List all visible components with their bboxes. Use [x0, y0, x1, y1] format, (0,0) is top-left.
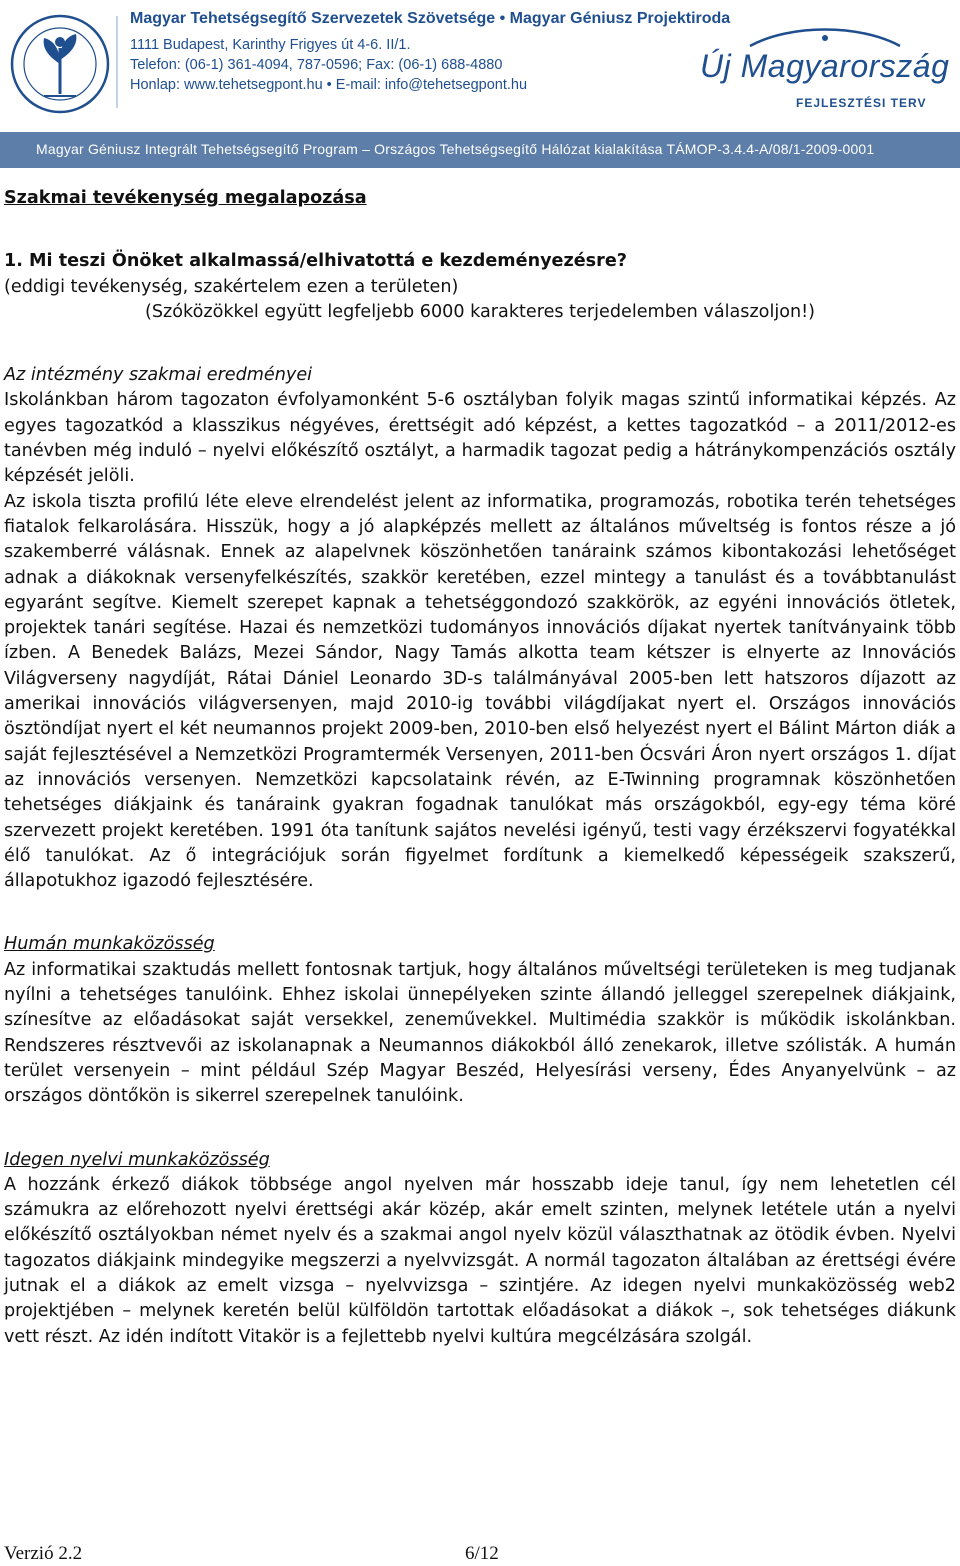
question-title: 1. Mi teszi Önöket alkalmassá/elhivatottá e kezdeményezésre?	[4, 251, 627, 272]
question-limit: (Szóközökkel együtt legfeljebb 6000 karakteres terjedelemben válaszoljon!)	[145, 301, 816, 322]
document-body	[4, 186, 956, 1350]
seal-logo-icon	[8, 4, 112, 130]
org-name: Magyar Tehetségsegítő Szervezetek Szövetsége • Magyar Géniusz Projektiroda	[130, 10, 731, 27]
fejlesztesi-terv-label: FEJLESZTÉSI TERV	[796, 96, 927, 110]
page-number: 6/12	[465, 1543, 499, 1564]
version-label: Verzió 2.2	[4, 1543, 83, 1564]
program-title: Magyar Géniusz Integrált Tehetségsegítő Program – Országos Tehetségsegítő Hálózat kialakítása TÁMOP-3.4.4-A/08/1-2009-0001	[36, 141, 875, 157]
letterhead	[0, 0, 960, 160]
heading-szakmai-eredmenyek: Az intézmény szakmai eredményei	[4, 365, 313, 386]
paragraph: Az informatikai szaktudás mellett fontosnak tartjuk, hogy általános műveltségi területeken is meg tudjanak nyílni a tehetséges tanulóink. Ehhez iskolai ünnepélyeken szinte állandó jelleggel szerepelnek diákjaink, színesítve az előadásokat saját versekkel, zeneművekkel. Multimédia szakkör is működik iskolánkban. Rendszeres résztvevői az iskolanapnak a Neumannos diákokból álló zenekarok, illetve szólisták. A humán terület versenyein – mint például Szép Magyar Beszéd, Helyesírási verseny, Édes Anyanyelvünk – az országos döntőkön is sikerrel szerepelnek tanulóink.	[4, 959, 956, 1107]
website: Honlap: www.tehetsegpont.hu • E-mail: info@tehetsegpont.hu	[130, 77, 528, 93]
phone: Telefon: (06-1) 361-4094, 787-0596; Fax: (06-1) 688-4880	[130, 57, 503, 73]
uj-magyarorszag-title: Új Magyarország	[700, 48, 950, 84]
heading-human-munkakozosseg: Humán munkaközösség	[4, 934, 215, 955]
heading-idegen-nyelvi-munkakozosseg: Idegen nyelvi munkaközösség	[4, 1149, 270, 1170]
paragraph: Az iskola tiszta profilú léte eleve elrendelést jelent az informatika, programozás, robotika terén tehetséges fiatalok felkarolására. Hisszük, hogy a jó alapképzés mellett az általános műveltség is fontos része a jó szakemberré válásnak. Ennek az alapelvnek köszönhetően tanáraink számos kibontakozási lehetőséget adnak a diákoknak versenyfelkészítés, szakkör keretében, ezzel mintegy a tanulást és a továbbtanulást egyaránt segítve. Kiemelt szerepet kapnak a tehetséggondozó szakkörök, az egyéni innovációs ötletek, projektek tanári segítése. Hazai és nemzetközi tudományos innovációs díjakat nyertek tanítványaink több ízben. A Benedek Balázs, Mezei Sándor, Nagy Tamás alkotta team kétszer is elnyerte az Innovációs Világverseny nagydíját, Rátai Dániel Leonardo 3D-s találmányával 2005-ben lett hatszoros díjazott az amerikai innovációs világversenyen, majd 2010-ig további világdíjakat nyert el. Országos innovációs ösztöndíjat nyert el két neumannos projekt 2009-ben, 2010-ben első helyezést nyert el Bálint Márton diák a saját fejlesztésével a Nemzetközi Programtermék Versenyen, 2011-ben Ócsvári Áron nyert országos 1. díjat az innovációs versenyen. Nemzetközi kapcsolataink révén, az E-Twinning programnak köszönhetően tehetséges diákjaink és tanáraink gyakran fogadnak tanulókat más országokból, egy-egy téma köré szervezett projekt keretében. 1991 óta tanítunk sajátos nevelési igényű, testi vagy érzékszervi fogyatékkal élő tanulókat. Az ő integrációjuk során figyelmet fordítunk a kiemelkedő képességeik szakszerű, állapotukhoz igazodó fejlesztésére.	[4, 491, 956, 892]
question-hint: (eddigi tevékenység, szakértelem ezen a területen)	[4, 276, 459, 297]
section-title: Szakmai tevékenység megalapozása	[4, 188, 367, 208]
address: 1111 Budapest, Karinthy Frigyes út 4-6. II/1.	[130, 37, 411, 53]
contact-block	[116, 10, 731, 120]
paragraph: A hozzánk érkező diákok többsége angol nyelven már hosszabb ideje tanul, így nem lehetetlen cél számukra az előrehozott nyelvi érettségi akár közép, akár emelt szinten, melynek letétele után a nyelvi előkészítő osztályokban német nyelv és a szakmai angol nyelv közül választhatnak az ötödik évben. Nyelvi tagozatos diákjaink mindegyike megszerzi a nyelvvizsgát. A normál tagozaton általában az érettségi évére jutnak el a diákok az emelt vizsga – nyelvvizsga – szintjére. Az idegen nyelvi munkaközösség web2 projektjében – melynek keretén belül külföldön tartottak előadásokat a diákok –, sok tehetséges diákunk vett részt. Az idén indított Vitakör is a fejlettebb nyelvi kultúra megcélzására szolgál.	[4, 1174, 956, 1347]
paragraph: Iskolánkban három tagozaton évfolyamonként 5-6 osztályban folyik magas szintű informatikai képzés. Az egyes tagozatkód a klasszikus négyéves, érettségit adó képzést, a kettes tagozatkód – a 2011/2012-es tanévben még induló – nyelvi előkészítő osztályt, a harmadik tagozat pedig a hátránykompenzációs osztály képzését jelöli.	[4, 390, 956, 487]
